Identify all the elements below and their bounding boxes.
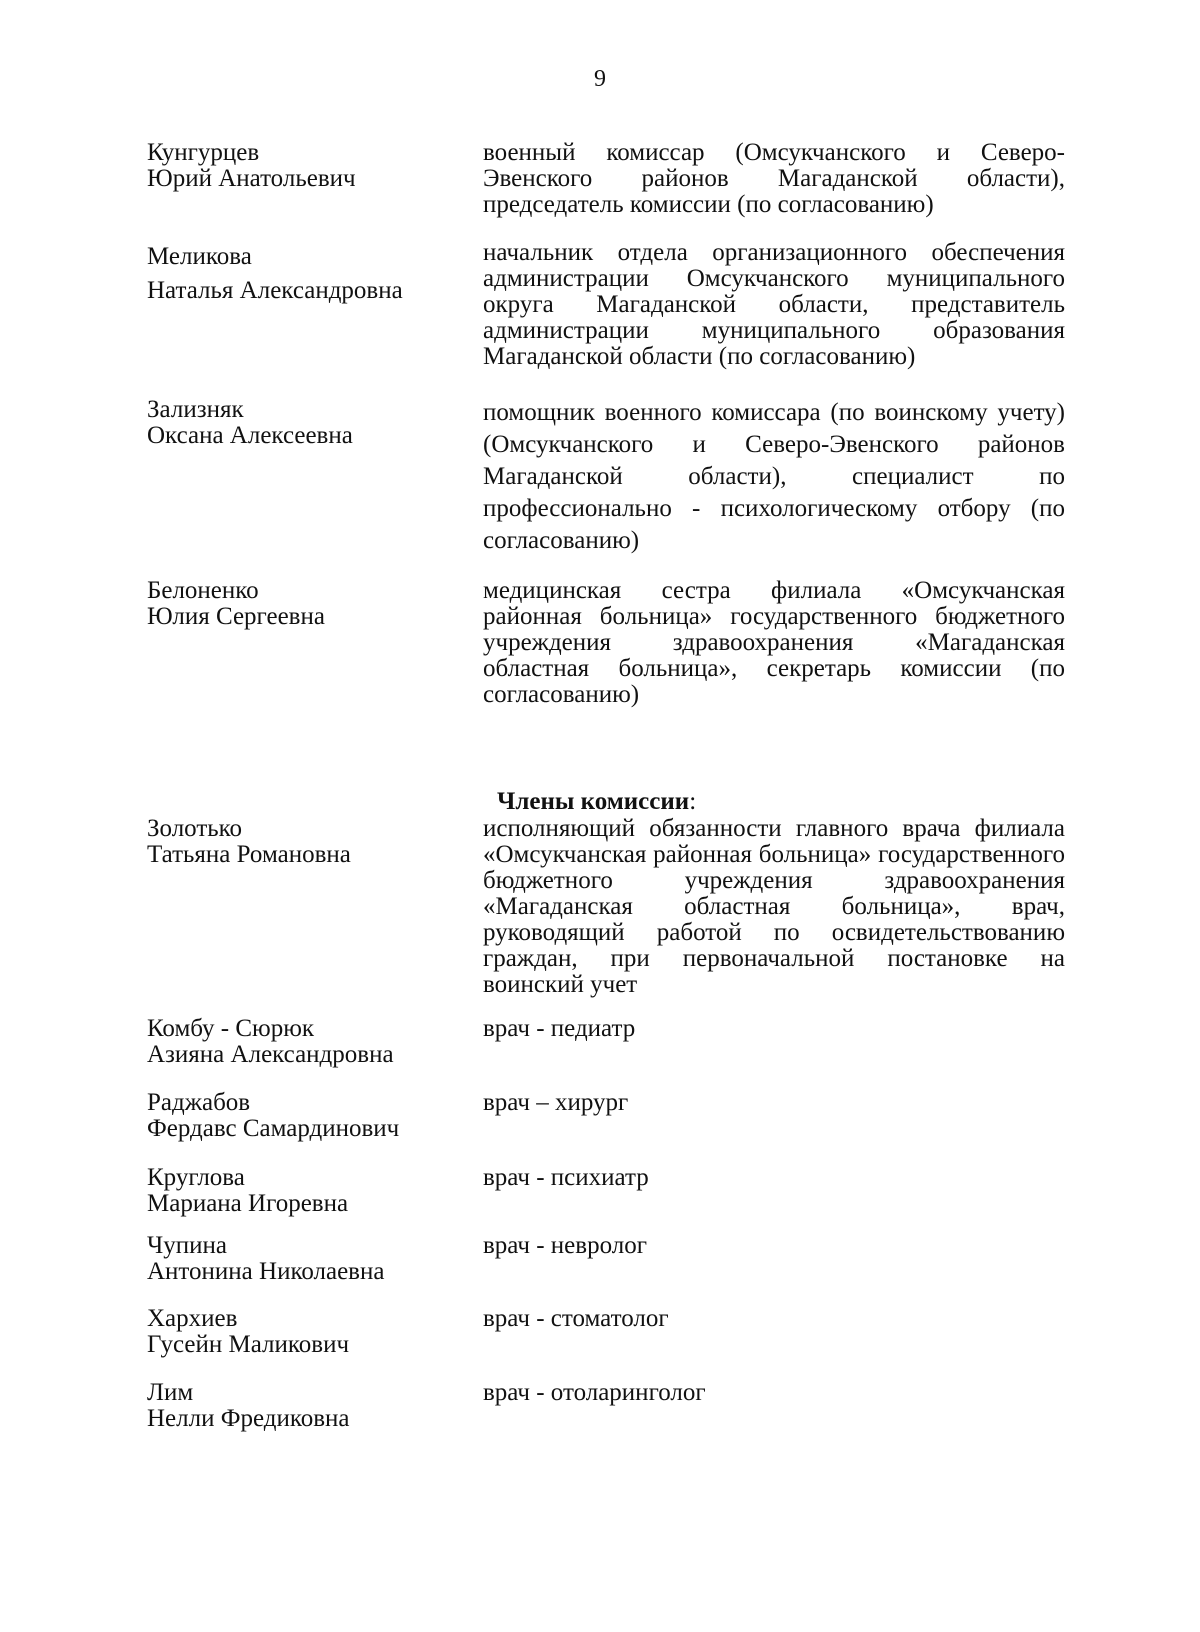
person-name: [147, 1233, 447, 1285]
person-given-names: Фердавс Самардинович: [147, 1115, 400, 1142]
person-name: [147, 397, 447, 449]
person-surname: Раджабов: [147, 1089, 251, 1116]
person-role: врач - педиатр: [483, 1015, 636, 1042]
person-surname: Круглова: [147, 1164, 245, 1191]
person-given-names: Антонина Николаевна: [147, 1258, 385, 1285]
person-surname: Чупина: [147, 1232, 227, 1259]
person-name: [147, 1090, 447, 1142]
person-surname: Лим: [147, 1379, 194, 1406]
members-heading: [497, 788, 696, 816]
person-given-names: Гусейн Маликович: [147, 1331, 350, 1358]
person-given-names: Оксана Алексеевна: [147, 422, 353, 449]
person-role: врач - отоларинголог: [483, 1379, 706, 1406]
person-name: [147, 1016, 447, 1068]
person-role: врач - стоматолог: [483, 1305, 669, 1332]
person-name: [147, 1306, 447, 1358]
person-given-names: Юрий Анатольевич: [147, 165, 356, 192]
person-name: [147, 1165, 447, 1217]
person-role: помощник военного комиссара (по воинскому учету) (Омсукчанского и Северо-Эвенского районов Магаданской области), специалист по профессионально - психологическому отбору (по согласованию): [483, 399, 1065, 554]
members-heading-colon: :: [689, 788, 697, 815]
person-name: [147, 240, 447, 308]
person-name: [147, 816, 447, 868]
person-surname: Кунгурцев: [147, 139, 260, 166]
person-role: врач – хирург: [483, 1089, 629, 1116]
page-number: 9: [594, 66, 606, 92]
person-role: исполняющий обязанности главного врача филиала «Омсукчанская районная больница» государственного бюджетного учреждения здравоохранения «Магаданская областная больница», врач, руководящий работой по освидетельствованию граждан, при первоначальной постановке на воинский учет: [483, 815, 1065, 998]
person-surname: Комбу - Сюрюк: [147, 1015, 315, 1042]
person-given-names: Юлия Сергеевна: [147, 603, 325, 630]
person-given-names: Мариана Игоревна: [147, 1190, 349, 1217]
members-heading-text: Члены комиссии: [497, 788, 690, 815]
person-role: врач - психиатр: [483, 1164, 649, 1191]
person-surname: Меликова: [147, 243, 252, 270]
person-name: [147, 1380, 447, 1432]
person-role: военный комиссар (Омсукчанского и Северо-Эвенского районов Магаданской области), председатель комиссии (по согласованию): [483, 139, 1065, 218]
person-role: медицинская сестра филиала «Омсукчанская районная больница» государственного бюджетного учреждения здравоохранения «Магаданская областная больница», секретарь комиссии (по согласованию): [483, 577, 1065, 708]
person-name: [147, 140, 447, 192]
person-name: [147, 578, 447, 630]
person-given-names: Татьяна Романовна: [147, 841, 351, 868]
person-surname: Белоненко: [147, 577, 259, 604]
person-given-names: Нелли Фредиковна: [147, 1405, 350, 1432]
person-surname: Хархиев: [147, 1305, 238, 1332]
person-role: начальник отдела организационного обеспечения администрации Омсукчанского муниципального округа Магаданской области, представитель администрации муниципального образования Магаданской области (по согласованию): [483, 239, 1065, 370]
person-given-names: Наталья Александровна: [147, 277, 403, 304]
person-given-names: Азияна Александровна: [147, 1041, 394, 1068]
person-surname: Золотько: [147, 815, 243, 842]
person-role: врач - невролог: [483, 1232, 647, 1259]
person-surname: Зализняк: [147, 396, 244, 423]
